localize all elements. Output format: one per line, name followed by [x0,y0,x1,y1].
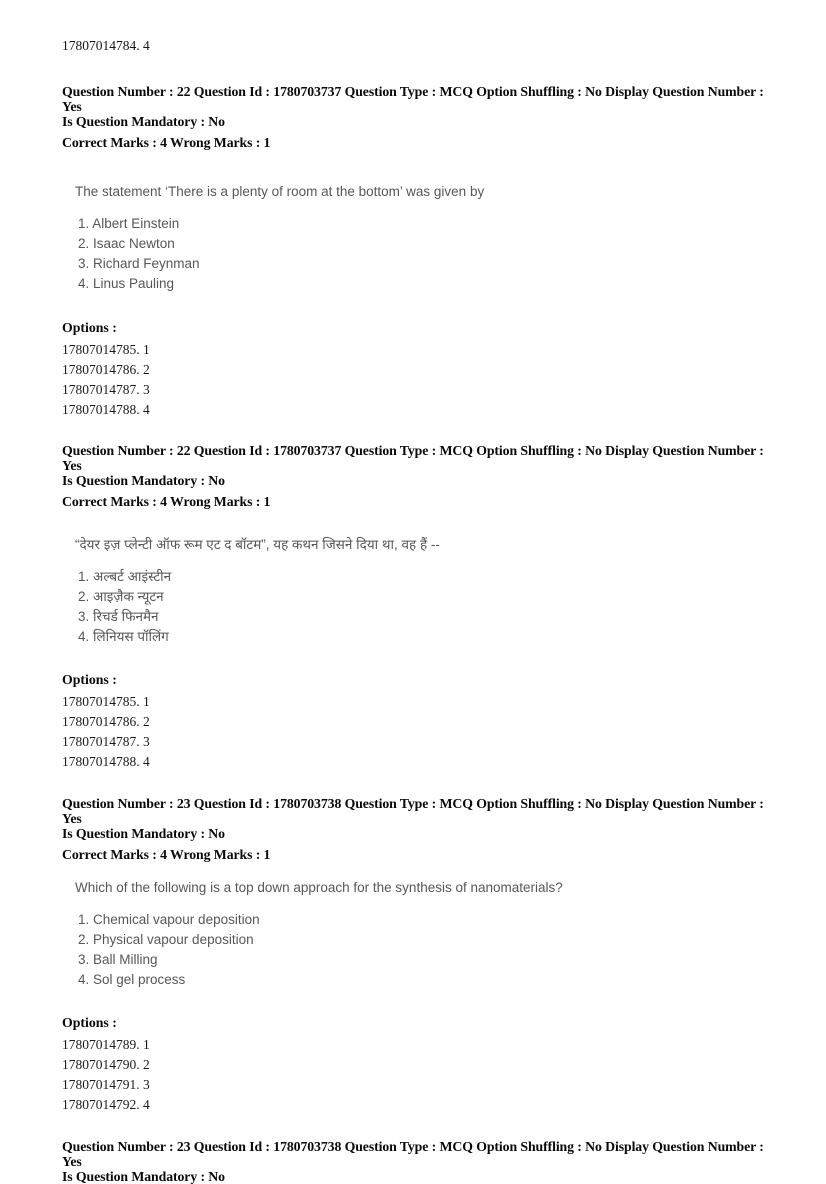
option-id: 17807014784. 4 [62,38,150,53]
option-id-list [62,692,778,772]
marks-line: Correct Marks : 4 Wrong Marks : 1 [62,494,271,509]
question-meta-line1: Question Number : 22 Question Id : 1780703737 Question Type : MCQ Option Shuffling : No Display Question Number : Yes [62,443,764,473]
option-id: 17807014785. 1 [62,342,150,357]
option-id: 17807014788. 4 [62,754,150,769]
question-block [62,443,778,772]
question-meta-line1: Question Number : 23 Question Id : 1780703738 Question Type : MCQ Option Shuffling : No Display Question Number : Yes [62,796,764,826]
choice-item: 3. Ball Milling [78,952,158,967]
question-meta [62,1139,778,1184]
option-id: 17807014785. 1 [62,694,150,709]
option-id: 17807014787. 3 [62,734,150,749]
choice-item: 2. आइज़ैक न्यूटन [78,589,164,604]
option-id: 17807014788. 4 [62,402,150,417]
question-meta-line2: Is Question Mandatory : No [62,1169,225,1184]
question-meta [62,84,778,150]
choice-item: 2. Isaac Newton [78,236,175,251]
question-meta-line1: Question Number : 23 Question Id : 1780703738 Question Type : MCQ Option Shuffling : No Display Question Number : Yes [62,1139,764,1169]
choice-item: 2. Physical vapour deposition [78,932,254,947]
options-block [62,1015,778,1115]
choice-item: 3. Richard Feynman [78,256,200,271]
options-block [62,672,778,772]
options-heading: Options : [62,672,117,687]
marks-line: Correct Marks : 4 Wrong Marks : 1 [62,847,271,862]
choice-item: 4. लिनियस पॉलिंग [78,629,169,644]
question-meta-line2: Is Question Mandatory : No [62,114,225,129]
question-block [62,84,778,420]
choice-item: 4. Linus Pauling [78,276,175,291]
question-block [62,1139,778,1184]
question-meta [62,443,778,509]
question-meta-line2: Is Question Mandatory : No [62,826,225,841]
option-id-list [62,340,778,420]
question-image [62,536,778,647]
question-image [62,879,778,990]
option-id: 17807014786. 2 [62,362,150,377]
question-meta [62,796,778,862]
choice-item: 1. अल्बर्ट आइंस्टीन [78,569,172,584]
option-id: 17807014791. 3 [62,1077,150,1092]
question-block [62,796,778,1115]
question-image [62,183,778,294]
question-meta-line1: Question Number : 22 Question Id : 1780703737 Question Type : MCQ Option Shuffling : No Display Question Number : Yes [62,84,764,114]
options-block [62,320,778,420]
question-text: “देयर इज़ प्लेन्टी ऑफ रूम एट द बॉटम”, यह कथन जिसने दिया था, वह हैं -- [75,537,440,552]
marks-line: Correct Marks : 4 Wrong Marks : 1 [62,135,271,150]
option-id: 17807014790. 2 [62,1057,150,1072]
option-id-list [62,1035,778,1115]
option-id: 17807014789. 1 [62,1037,150,1052]
option-id: 17807014786. 2 [62,714,150,729]
options-heading: Options : [62,320,117,335]
choice-item: 1. Chemical vapour deposition [78,912,260,927]
choice-item: 3. रिचर्ड फिनमैन [78,609,159,624]
option-id: 17807014787. 3 [62,382,150,397]
question-text: Which of the following is a top down approach for the synthesis of nanomaterials? [75,880,563,895]
options-heading: Options : [62,1015,117,1030]
choice-item: 1. Albert Einstein [78,216,180,231]
choice-item: 4. Sol gel process [78,972,186,987]
option-id: 17807014792. 4 [62,1097,150,1112]
question-meta-line2: Is Question Mandatory : No [62,473,225,488]
question-text: The statement ‘There is a plenty of room at the bottom’ was given by [75,184,485,199]
